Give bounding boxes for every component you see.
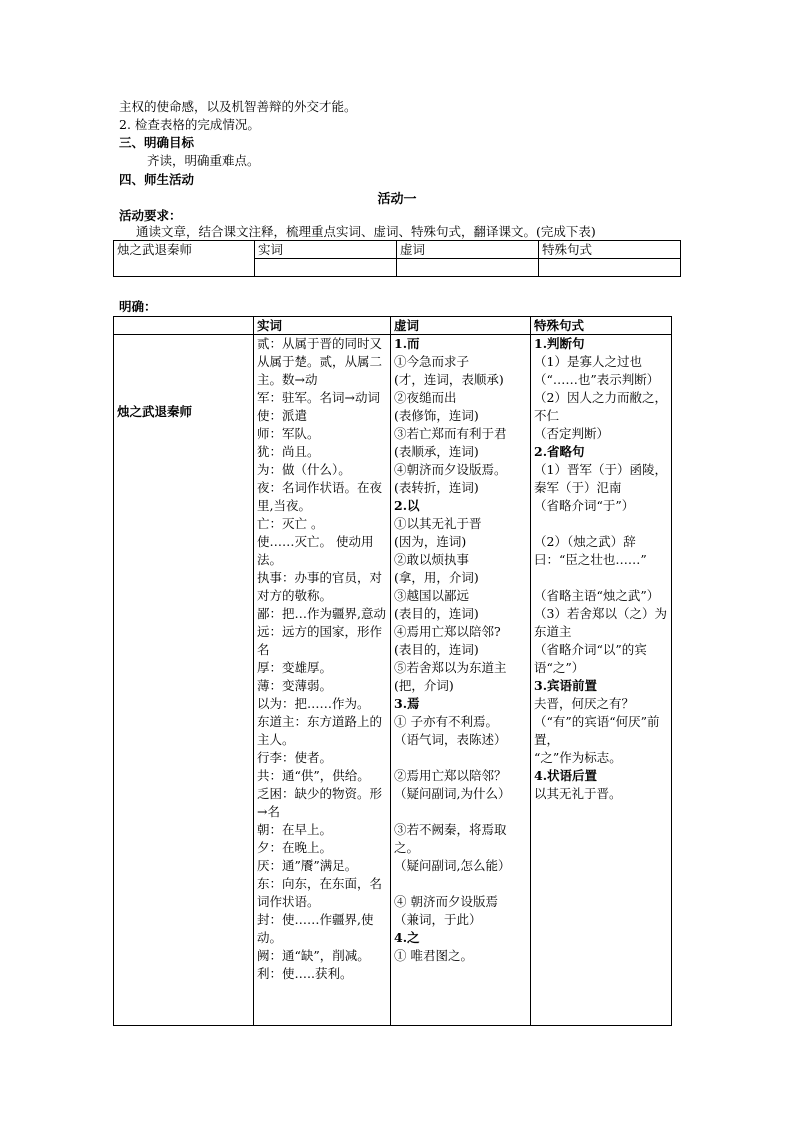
xuci-entry: ③若不阙秦，将焉取之。 <box>394 822 507 855</box>
jushi-entry: （1）是寡人之过也 <box>534 354 642 369</box>
requirement-label: 活动要求： <box>119 208 182 223</box>
shici-entry: 封：使……作疆界,使动。 <box>257 912 374 945</box>
jushi-entry: （3）若舍郑以（之）为东道主 <box>534 606 667 639</box>
jushi-entry: （省略主语“烛之武”） <box>534 588 660 603</box>
answer-table-shici-cell <box>254 335 391 1026</box>
xuci-entry <box>394 803 527 821</box>
jushi-entry <box>534 569 668 587</box>
task-table-header-xuci: 虚词 <box>397 241 539 259</box>
jushi-entry: （“……也”表示判断） <box>534 372 660 387</box>
task-table-header-shici: 实词 <box>255 241 397 259</box>
xuci-entry: ① 子亦有不利焉。 <box>394 714 498 729</box>
xuci-entry: ④朝济而夕设版焉。 <box>394 462 507 477</box>
jushi-entry: （否定判断） <box>534 426 610 441</box>
xuci-entry <box>394 875 527 893</box>
task-table-row-label: 烛之武退秦师 <box>114 241 255 277</box>
xuci-entry <box>394 749 527 767</box>
answer-table-jushi-cell <box>531 335 672 1026</box>
xuci-entry: ③越国以鄙远 <box>394 588 470 603</box>
shici-entry: 乏困：缺少的物资。形→名 <box>257 786 383 819</box>
xuci-entry: (表目的，连词) <box>394 642 479 657</box>
shici-entry: 利：使…..获利。 <box>257 966 353 981</box>
shici-entry: 使……灭亡。 使动用法。 <box>257 534 374 567</box>
shici-entry: 使：派遣 <box>257 408 308 423</box>
jushi-entry: （1）晋军（于）函陵，秦军（于）氾南 <box>534 462 667 495</box>
shici-entry: 师：军队。 <box>257 426 320 441</box>
shici-entry: 薄：变薄弱。 <box>257 678 333 693</box>
shici-entry: 贰：从属于晋的同时又从属于楚。贰，从属二主。数→动 <box>257 336 383 387</box>
answer-table-row-label-cell <box>114 335 254 1026</box>
intro-line: 齐读，明确重难点。 <box>147 153 260 168</box>
jushi-entry: 3.宾语前置 <box>534 678 598 693</box>
shici-entry: 厚：变雄厚。 <box>257 660 333 675</box>
task-table-header-jushi: 特殊句式 <box>539 241 681 259</box>
xuci-entry: (表转折，连词) <box>394 480 479 495</box>
shici-entry: 犹：尚且。 <box>257 444 320 459</box>
shici-entry: 为：做（什么）。 <box>257 462 351 477</box>
shici-entry: 军：驻军。名词→动词 <box>257 390 380 405</box>
shici-entry: 行李：使者。 <box>257 750 333 765</box>
xuci-entry: （疑问副词,怎么能） <box>394 858 511 873</box>
xuci-entry: (因为，连词) <box>394 534 467 549</box>
task-table <box>113 240 681 277</box>
intro-line: 三、明确目标 <box>119 135 195 150</box>
shici-entry: 夜：名词作状语。在夜里,当夜。 <box>257 480 383 513</box>
intro-line: 四、师生活动 <box>119 172 195 187</box>
xuci-entry: (表顺承，连词) <box>394 444 479 459</box>
xuci-entry: （疑问副词,为什么） <box>394 786 511 801</box>
answer-table-row-label: 烛之武退秦师 <box>117 404 193 419</box>
shici-entry: 东道主：东方道路上的主人。 <box>257 714 383 747</box>
xuci-entry: ④ 朝济而夕设版焉 <box>394 894 498 909</box>
answer-label: 明确： <box>119 299 157 314</box>
jushi-entry: （省略介词“于”） <box>534 498 635 513</box>
answer-table-corner <box>114 317 254 335</box>
task-table-cell <box>255 259 397 277</box>
shici-entry: 执事：办事的官员，对对方的敬称。 <box>257 570 383 603</box>
shici-entry: 东：向东，在东面，名词作状语。 <box>257 876 383 909</box>
answer-table <box>113 316 672 1026</box>
requirement-text: 通读文章，结合课文注释，梳理重点实词、虚词、特殊句式，翻译课文。(完成下表) <box>136 224 596 239</box>
xuci-entry: ①以其无礼于晋 <box>394 516 482 531</box>
jushi-entry: （2）因人之力而敝之，不仁 <box>534 390 667 423</box>
jushi-entry: “之”作为标志。 <box>534 750 622 765</box>
shici-entry: 厌：通”餍”满足。 <box>257 858 358 873</box>
xuci-entry: (拿，用，介词) <box>394 570 479 585</box>
jushi-entry: （省略介词“以”的宾语“之”） <box>534 642 647 675</box>
xuci-entry: (表修饰，连词) <box>394 408 479 423</box>
answer-table-xuci-cell <box>391 335 531 1026</box>
jushi-entry <box>534 515 668 533</box>
xuci-entry: （兼词，于此） <box>394 912 482 927</box>
jushi-entry: 1.判断句 <box>534 336 585 351</box>
intro-line: 2. 检查表格的完成情况。 <box>119 117 260 132</box>
xuci-entry: ②敢以烦执事 <box>394 552 470 567</box>
xuci-entry: ① 唯君图之。 <box>394 948 473 963</box>
task-table-cell <box>539 259 681 277</box>
xuci-entry: 4.之 <box>394 930 420 945</box>
xuci-entry: (表目的，连词) <box>394 606 479 621</box>
intro-line: 主权的使命感，以及机智善辩的外交才能。 <box>119 99 357 114</box>
xuci-entry: (才，连词，表顺承) <box>394 372 504 387</box>
shici-entry: 亡：灭亡 。 <box>257 516 324 531</box>
answer-table-header-shici: 实词 <box>254 317 391 335</box>
jushi-entry: 夫晋，何厌之有？ <box>534 696 635 711</box>
xuci-entry: ②焉用亡郑以陪邻？ <box>394 768 507 783</box>
shici-entry: 朝：在早上。 <box>257 822 333 837</box>
activity-title: 活动一 <box>377 192 417 207</box>
shici-entry: 阙：通“缺”，削减。 <box>257 948 370 963</box>
xuci-entry: （语气词，表陈述） <box>394 732 507 747</box>
shici-entry: 远：远方的国家，形作名 <box>257 624 383 657</box>
answer-table-header-jushi: 特殊句式 <box>531 317 672 335</box>
xuci-entry: 2.以 <box>394 498 420 513</box>
shici-entry: 以为：把……作为。 <box>257 696 370 711</box>
xuci-entry: 3.焉 <box>394 696 420 711</box>
jushi-entry: 2.省略句 <box>534 444 585 459</box>
shici-entry: 共：通“供”，供给。 <box>257 768 370 783</box>
jushi-entry: 4.状语后置 <box>534 768 598 783</box>
jushi-entry: 以其无礼于晋。 <box>534 786 622 801</box>
xuci-entry: (把，介词) <box>394 678 454 693</box>
xuci-entry: 1.而 <box>394 336 420 351</box>
xuci-entry: ④焉用亡郑以陪邻? <box>394 624 501 639</box>
xuci-entry: ⑤若舍郑以为东道主 <box>394 660 507 675</box>
task-table-cell <box>397 259 539 277</box>
xuci-entry: ①今急而求子 <box>394 354 470 369</box>
jushi-entry: （“有”的宾语“何厌”前置， <box>534 714 660 747</box>
shici-entry: 夕：在晚上。 <box>257 840 333 855</box>
answer-table-header-xuci: 虚词 <box>391 317 531 335</box>
jushi-entry: （2）（烛之武）辞曰：“臣之壮也……” <box>534 534 647 567</box>
xuci-entry: ③若亡郑而有利于君 <box>394 426 507 441</box>
xuci-entry: ②夜缒而出 <box>394 390 457 405</box>
shici-entry: 鄙：把…作为疆界,意动 <box>257 606 386 621</box>
